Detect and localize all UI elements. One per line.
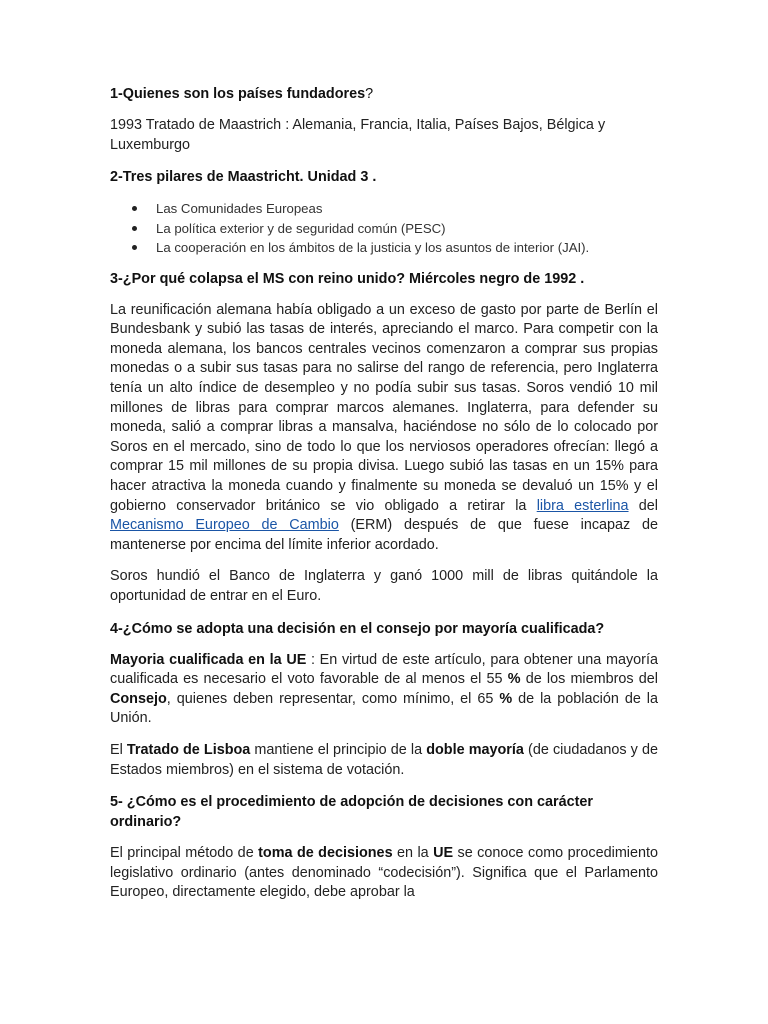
answer-4b-text-2: mantiene el principio de la [250,741,427,758]
pillars-list [110,199,658,258]
question-1 [110,84,658,104]
answer-4-text-1: : En virtud de este artículo, para obtener una mayoría cualificada es necesario el voto favorable de al menos el 55 [110,651,658,688]
answer-3-end: (ERM) después de que fuese incapaz de mantenerse por encima del límite inferior acordado. [110,517,659,553]
answer-3-mid: del [638,497,659,514]
list-item-text: La política exterior y de seguridad común (PESC) [156,220,446,236]
mecanismo-europeo-link[interactable]: Mecanismo Europeo de Cambio [110,517,339,534]
list-item [110,199,658,219]
answer-5-text-3: se conoce como procedimiento legislativo ordinario (antes denominado “codecisión”). Significa que el Parlamento Europeo, directamente elegido, debe aprobar la [110,845,659,901]
answer-4 [110,651,658,729]
list-item-text: La cooperación en los ámbitos de la justicia y los asuntos de interior (JAI). [156,240,590,256]
question-4: 4-¿Cómo se adopta una decisión en el consejo por mayoría cualificada? [110,620,605,637]
answer-4-bold-2: % [507,671,521,688]
list-item [110,238,658,258]
answer-4b-text-3: (de ciudadanos y de Estados miembros) en el sistema de votación. [110,741,658,778]
answer-4-text-2: de los miembros del [520,671,658,688]
bullet-icon [132,245,137,250]
answer-4b-bold-2: doble mayoría [426,741,524,758]
answer-5 [110,844,658,903]
answer-3-text: La reunificación alemana había obligado a un exceso de gasto por parte de Berlín el Bundesbank y subió las tasas de interés, apreciando el marco. Para competir con la moneda alemana, los bancos centrales vecinos comenzaron a comprar sus propias monedas o a subir sus tasas para no salirse del rango de referencia, pero Inglaterra tenía un alto índice de desempleo y no podía subir sus tasas. Soros vendió 10 mil millones de libras para comprar marcos alemanes. Inglaterra, para defender su moneda, salió a comprar libras a mansalva, haciéndose no sólo de lo colocado por Soros en el mercado, sino de todo lo que los nerviosos operadores ofrecían: llegó a comprar 15 mil millones de su propia divisa. Luego subió las tasas en un 15% para hacer atractiva la moneda cuando y finalmente su moneda se devaluó un 15% y el gobierno conservador británico se vio obligado a retirar la [110,301,658,514]
answer-3 [110,301,658,556]
question-5: 5- ¿Cómo es el procedimiento de adopción de decisiones con carácter ordinario? [110,794,594,831]
answer-4-bold-1: Mayoria cualificada en la UE [110,651,307,668]
list-item [110,219,658,239]
answer-4-text-4: de la población de la Unión. [110,690,658,727]
answer-5-text-2: en la [392,845,434,862]
answer-4-text-3: , quienes deben representar, como mínimo, el 65 [166,690,500,707]
bullet-icon [132,226,137,231]
answer-4-bold-4: % [499,690,513,707]
document-content [110,84,658,915]
answer-3-continued: Soros hundió el Banco de Inglaterra y ganó 1000 mill de libras quitándole la oportunidad de entrar en el Euro. [110,568,658,604]
answer-5-text-1: El principal método de [110,845,259,862]
answer-4-bold-3: Consejo [110,690,167,707]
answer-1: 1993 Tratado de Maastrich : Alemania, Francia, Italia, Países Bajos, Bélgica y Luxemburgo [110,117,606,153]
answer-5-bold-1: toma de decisiones [258,845,393,862]
list-item-text: Las Comunidades Europeas [156,201,323,217]
question-1-mark: ? [365,86,374,102]
bullet-icon [132,206,137,211]
answer-4-continued [110,741,658,780]
question-1-text: 1-Quienes son los países fundadores [110,86,366,102]
answer-5-bold-2: UE [433,845,454,862]
libra-esterlina-link[interactable]: libra esterlina [536,497,629,514]
answer-4b-text-1: El [110,741,127,758]
question-3: 3-¿Por qué colapsa el MS con reino unido? Miércoles negro de 1992 . [110,270,585,287]
answer-4b-bold-1: Tratado de Lisboa [126,741,251,758]
question-2: 2-Tres pilares de Maastricht. Unidad 3 . [110,169,377,186]
